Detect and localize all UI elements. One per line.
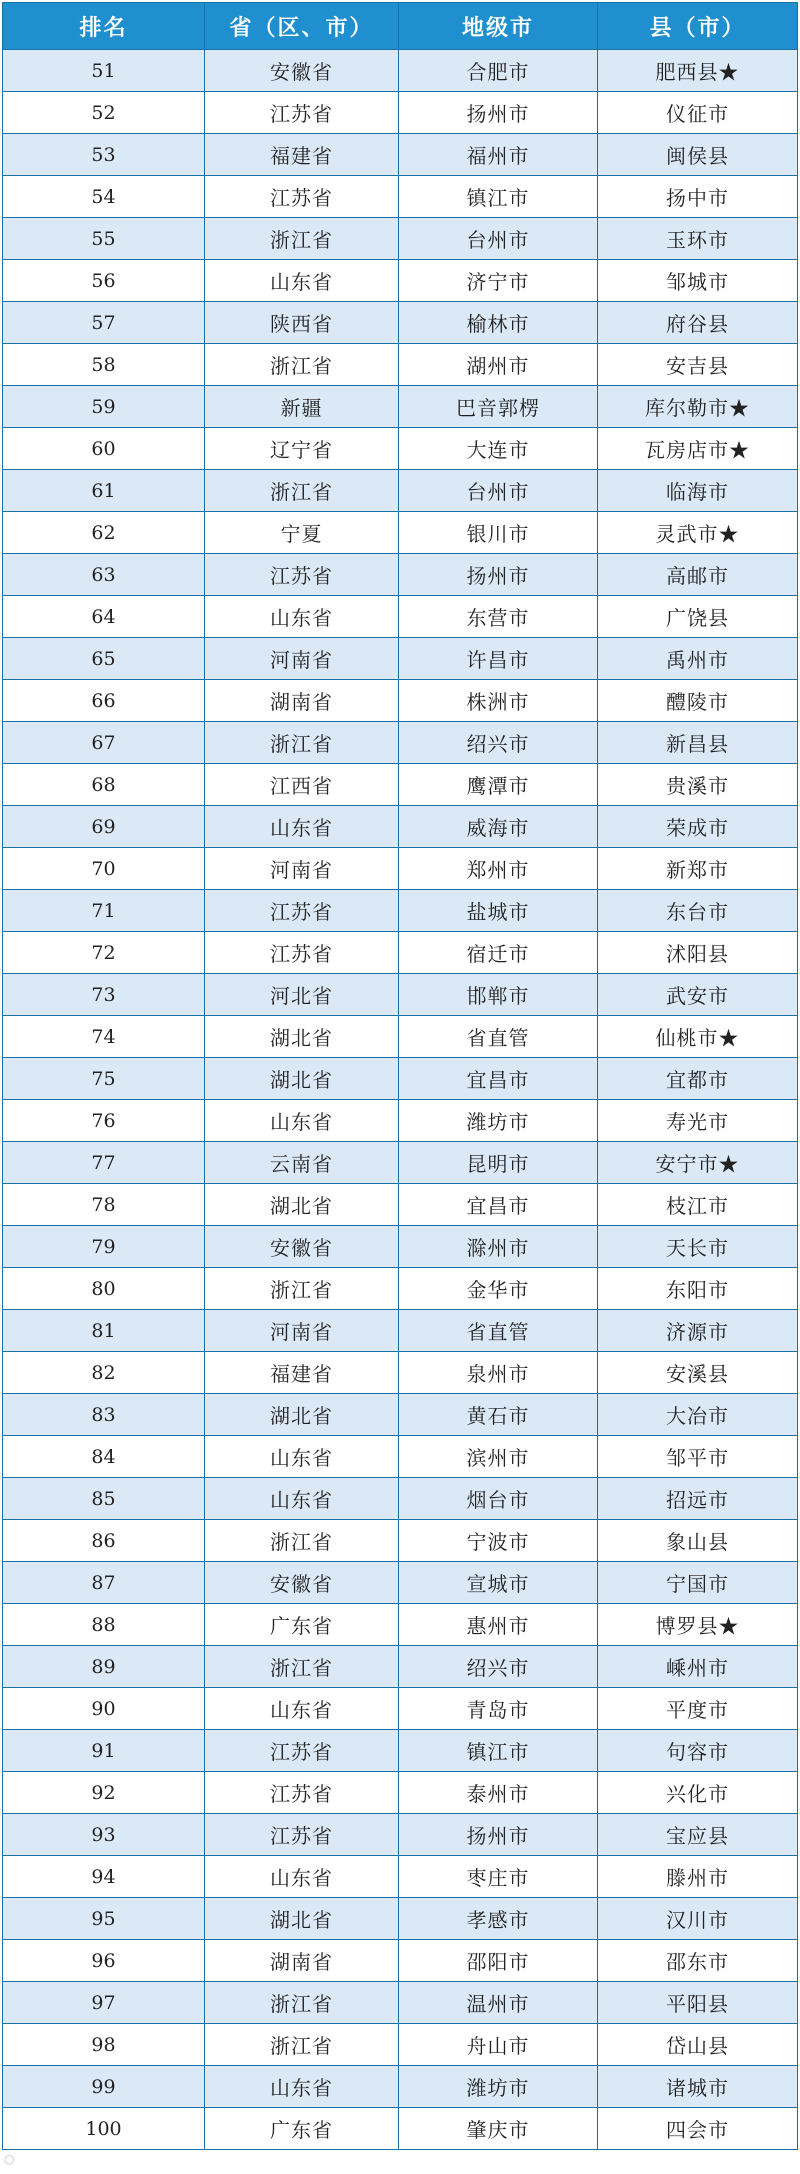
cell-prefecture-city: 宣城市 — [399, 1562, 598, 1604]
cell-prefecture-city: 金华市 — [399, 1268, 598, 1310]
table-row — [3, 1478, 798, 1520]
cell-province: 浙江省 — [205, 218, 399, 260]
cell-county: 四会市 — [598, 2108, 798, 2150]
cell-province: 江西省 — [205, 764, 399, 806]
cell-rank: 74 — [3, 1016, 205, 1058]
table-row — [3, 1058, 798, 1100]
cell-county: 天长市 — [598, 1226, 798, 1268]
cell-province: 湖南省 — [205, 1940, 399, 1982]
cell-province: 江苏省 — [205, 92, 399, 134]
cell-province: 河南省 — [205, 1310, 399, 1352]
cell-province: 湖北省 — [205, 1184, 399, 1226]
cell-province: 浙江省 — [205, 722, 399, 764]
cell-rank: 73 — [3, 974, 205, 1016]
table-row — [3, 1856, 798, 1898]
cell-rank: 62 — [3, 512, 205, 554]
cell-rank: 91 — [3, 1730, 205, 1772]
cell-prefecture-city: 台州市 — [399, 470, 598, 512]
cell-county: 扬中市 — [598, 176, 798, 218]
cell-county: 东阳市 — [598, 1268, 798, 1310]
table-row — [3, 1562, 798, 1604]
table-row — [3, 1016, 798, 1058]
table-row — [3, 1940, 798, 1982]
cell-province: 安徽省 — [205, 1226, 399, 1268]
cell-prefecture-city: 泉州市 — [399, 1352, 598, 1394]
cell-prefecture-city: 镇江市 — [399, 176, 598, 218]
cell-prefecture-city: 宿迁市 — [399, 932, 598, 974]
cell-county: 邵东市 — [598, 1940, 798, 1982]
cell-province: 广东省 — [205, 2108, 399, 2150]
cell-prefecture-city: 许昌市 — [399, 638, 598, 680]
cell-rank: 66 — [3, 680, 205, 722]
cell-county: 平阳县 — [598, 1982, 798, 2024]
table-row — [3, 638, 798, 680]
table-row — [3, 1520, 798, 1562]
cell-prefecture-city: 郑州市 — [399, 848, 598, 890]
cell-rank: 54 — [3, 176, 205, 218]
table-row — [3, 260, 798, 302]
table-row — [3, 2066, 798, 2108]
table-row — [3, 92, 798, 134]
cell-prefecture-city: 宁波市 — [399, 1520, 598, 1562]
cell-county: 新郑市 — [598, 848, 798, 890]
cell-prefecture-city: 昆明市 — [399, 1142, 598, 1184]
table-row — [3, 1688, 798, 1730]
table-row — [3, 386, 798, 428]
cell-province: 山东省 — [205, 596, 399, 638]
cell-prefecture-city: 宜昌市 — [399, 1184, 598, 1226]
cell-rank: 98 — [3, 2024, 205, 2066]
cell-county: 句容市 — [598, 1730, 798, 1772]
table-row — [3, 302, 798, 344]
cell-prefecture-city: 威海市 — [399, 806, 598, 848]
cell-county: 安溪县 — [598, 1352, 798, 1394]
cell-prefecture-city: 绍兴市 — [399, 722, 598, 764]
cell-prefecture-city: 合肥市 — [399, 50, 598, 92]
cell-prefecture-city: 滁州市 — [399, 1226, 598, 1268]
cell-prefecture-city: 邯郸市 — [399, 974, 598, 1016]
cell-province: 湖南省 — [205, 680, 399, 722]
header-province: 省（区、市） — [205, 3, 399, 50]
cell-rank: 58 — [3, 344, 205, 386]
cell-province: 湖北省 — [205, 1058, 399, 1100]
cell-prefecture-city: 福州市 — [399, 134, 598, 176]
cell-county: 高邮市 — [598, 554, 798, 596]
cell-prefecture-city: 鹰潭市 — [399, 764, 598, 806]
cell-county: 宁国市 — [598, 1562, 798, 1604]
cell-rank: 64 — [3, 596, 205, 638]
cell-rank: 63 — [3, 554, 205, 596]
table-row — [3, 1100, 798, 1142]
cell-prefecture-city: 湖州市 — [399, 344, 598, 386]
header-rank: 排名 — [3, 3, 205, 50]
cell-province: 辽宁省 — [205, 428, 399, 470]
cell-county: 兴化市 — [598, 1772, 798, 1814]
cell-prefecture-city: 榆林市 — [399, 302, 598, 344]
cell-province: 河南省 — [205, 848, 399, 890]
cell-county: 灵武市★ — [598, 512, 798, 554]
table-row — [3, 1352, 798, 1394]
cell-county: 沭阳县 — [598, 932, 798, 974]
cell-county: 邹城市 — [598, 260, 798, 302]
cell-county: 寿光市 — [598, 1100, 798, 1142]
cell-rank: 88 — [3, 1604, 205, 1646]
cell-rank: 93 — [3, 1814, 205, 1856]
cell-rank: 70 — [3, 848, 205, 890]
table-row — [3, 1604, 798, 1646]
cell-rank: 90 — [3, 1688, 205, 1730]
cell-prefecture-city: 邵阳市 — [399, 1940, 598, 1982]
table-header — [3, 3, 798, 50]
cell-county: 诸城市 — [598, 2066, 798, 2108]
table-row — [3, 470, 798, 512]
table-row — [3, 1226, 798, 1268]
cell-province: 浙江省 — [205, 1646, 399, 1688]
cell-province: 陕西省 — [205, 302, 399, 344]
cell-prefecture-city: 宜昌市 — [399, 1058, 598, 1100]
cell-county: 新昌县 — [598, 722, 798, 764]
table-row — [3, 176, 798, 218]
cell-province: 山东省 — [205, 1688, 399, 1730]
table-row — [3, 428, 798, 470]
cell-prefecture-city: 济宁市 — [399, 260, 598, 302]
cell-rank: 59 — [3, 386, 205, 428]
cell-county: 济源市 — [598, 1310, 798, 1352]
cell-province: 云南省 — [205, 1142, 399, 1184]
cell-county: 贵溪市 — [598, 764, 798, 806]
cell-rank: 69 — [3, 806, 205, 848]
cell-prefecture-city: 泰州市 — [399, 1772, 598, 1814]
cell-county: 宝应县 — [598, 1814, 798, 1856]
cell-province: 江苏省 — [205, 1730, 399, 1772]
table-row — [3, 1142, 798, 1184]
cell-rank: 96 — [3, 1940, 205, 1982]
cell-prefecture-city: 孝感市 — [399, 1898, 598, 1940]
header-prefecture-city: 地级市 — [399, 3, 598, 50]
cell-rank: 77 — [3, 1142, 205, 1184]
cell-province: 福建省 — [205, 134, 399, 176]
cell-rank: 57 — [3, 302, 205, 344]
cell-rank: 71 — [3, 890, 205, 932]
cell-province: 新疆 — [205, 386, 399, 428]
cell-rank: 76 — [3, 1100, 205, 1142]
table-row — [3, 344, 798, 386]
cell-province: 江苏省 — [205, 176, 399, 218]
cell-prefecture-city: 惠州市 — [399, 1604, 598, 1646]
table-row — [3, 1310, 798, 1352]
cell-county: 宜都市 — [598, 1058, 798, 1100]
cell-province: 福建省 — [205, 1352, 399, 1394]
table-row — [3, 2024, 798, 2066]
cell-province: 湖北省 — [205, 1898, 399, 1940]
cell-rank: 95 — [3, 1898, 205, 1940]
cell-rank: 97 — [3, 1982, 205, 2024]
cell-rank: 51 — [3, 50, 205, 92]
cell-county: 平度市 — [598, 1688, 798, 1730]
cell-prefecture-city: 青岛市 — [399, 1688, 598, 1730]
cell-rank: 61 — [3, 470, 205, 512]
cell-rank: 72 — [3, 932, 205, 974]
table-row — [3, 764, 798, 806]
cell-county: 闽侯县 — [598, 134, 798, 176]
cell-county: 醴陵市 — [598, 680, 798, 722]
cell-rank: 89 — [3, 1646, 205, 1688]
cell-county: 安吉县 — [598, 344, 798, 386]
header-county: 县（市） — [598, 3, 798, 50]
cell-prefecture-city: 枣庄市 — [399, 1856, 598, 1898]
cell-prefecture-city: 舟山市 — [399, 2024, 598, 2066]
cell-rank: 53 — [3, 134, 205, 176]
cell-rank: 84 — [3, 1436, 205, 1478]
table-row — [3, 1814, 798, 1856]
table-body — [3, 50, 798, 2150]
cell-province: 山东省 — [205, 1856, 399, 1898]
cell-county: 仙桃市★ — [598, 1016, 798, 1058]
cell-prefecture-city: 烟台市 — [399, 1478, 598, 1520]
cell-rank: 80 — [3, 1268, 205, 1310]
cell-rank: 85 — [3, 1478, 205, 1520]
table-row — [3, 932, 798, 974]
table-row — [3, 218, 798, 260]
cell-prefecture-city: 大连市 — [399, 428, 598, 470]
cell-province: 江苏省 — [205, 1814, 399, 1856]
cell-county: 荣成市 — [598, 806, 798, 848]
cell-county: 象山县 — [598, 1520, 798, 1562]
table-row — [3, 134, 798, 176]
cell-rank: 100 — [3, 2108, 205, 2150]
cell-prefecture-city: 镇江市 — [399, 1730, 598, 1772]
table-row — [3, 974, 798, 1016]
table-row — [3, 1646, 798, 1688]
cell-province: 河南省 — [205, 638, 399, 680]
table-row — [3, 1982, 798, 2024]
table-row — [3, 722, 798, 764]
county-ranking-table — [2, 2, 798, 2150]
table-row — [3, 1394, 798, 1436]
cell-prefecture-city: 滨州市 — [399, 1436, 598, 1478]
cell-province: 山东省 — [205, 2066, 399, 2108]
ranking-table-container — [2, 2, 797, 2150]
cell-province: 浙江省 — [205, 1520, 399, 1562]
cell-county: 邹平市 — [598, 1436, 798, 1478]
cell-prefecture-city: 肇庆市 — [399, 2108, 598, 2150]
cell-province: 安徽省 — [205, 50, 399, 92]
cell-rank: 78 — [3, 1184, 205, 1226]
table-row — [3, 512, 798, 554]
cell-rank: 52 — [3, 92, 205, 134]
cell-county: 汉川市 — [598, 1898, 798, 1940]
cell-rank: 92 — [3, 1772, 205, 1814]
cell-county: 库尔勒市★ — [598, 386, 798, 428]
table-row — [3, 1772, 798, 1814]
cell-province: 浙江省 — [205, 344, 399, 386]
cell-prefecture-city: 盐城市 — [399, 890, 598, 932]
cell-rank: 65 — [3, 638, 205, 680]
cell-prefecture-city: 黄石市 — [399, 1394, 598, 1436]
table-row — [3, 1898, 798, 1940]
table-row — [3, 554, 798, 596]
cell-province: 山东省 — [205, 1436, 399, 1478]
cell-province: 安徽省 — [205, 1562, 399, 1604]
cell-province: 江苏省 — [205, 932, 399, 974]
cell-province: 广东省 — [205, 1604, 399, 1646]
cell-county: 招远市 — [598, 1478, 798, 1520]
cell-county: 武安市 — [598, 974, 798, 1016]
cell-prefecture-city: 潍坊市 — [399, 2066, 598, 2108]
cell-province: 山东省 — [205, 1478, 399, 1520]
cell-province: 江苏省 — [205, 1772, 399, 1814]
cell-province: 宁夏 — [205, 512, 399, 554]
cell-rank: 68 — [3, 764, 205, 806]
cell-county: 滕州市 — [598, 1856, 798, 1898]
cell-county: 大冶市 — [598, 1394, 798, 1436]
cell-rank: 82 — [3, 1352, 205, 1394]
cell-rank: 60 — [3, 428, 205, 470]
cell-rank: 55 — [3, 218, 205, 260]
table-row — [3, 806, 798, 848]
cell-rank: 56 — [3, 260, 205, 302]
cell-province: 山东省 — [205, 1100, 399, 1142]
cell-rank: 75 — [3, 1058, 205, 1100]
cell-prefecture-city: 省直管 — [399, 1310, 598, 1352]
table-row — [3, 1268, 798, 1310]
cell-county: 嵊州市 — [598, 1646, 798, 1688]
table-row — [3, 680, 798, 722]
cell-province: 江苏省 — [205, 890, 399, 932]
cell-prefecture-city: 银川市 — [399, 512, 598, 554]
cell-prefecture-city: 台州市 — [399, 218, 598, 260]
table-row — [3, 1730, 798, 1772]
cell-province: 浙江省 — [205, 470, 399, 512]
cell-county: 临海市 — [598, 470, 798, 512]
cell-county: 仪征市 — [598, 92, 798, 134]
cell-county: 东台市 — [598, 890, 798, 932]
cell-prefecture-city: 扬州市 — [399, 1814, 598, 1856]
table-row — [3, 1436, 798, 1478]
cell-province: 江苏省 — [205, 554, 399, 596]
table-row — [3, 848, 798, 890]
cell-prefecture-city: 扬州市 — [399, 92, 598, 134]
cell-rank: 81 — [3, 1310, 205, 1352]
cell-prefecture-city: 扬州市 — [399, 554, 598, 596]
cell-county: 瓦房店市★ — [598, 428, 798, 470]
cell-rank: 79 — [3, 1226, 205, 1268]
table-row — [3, 890, 798, 932]
cell-prefecture-city: 东营市 — [399, 596, 598, 638]
cell-rank: 87 — [3, 1562, 205, 1604]
cell-county: 禹州市 — [598, 638, 798, 680]
table-row — [3, 596, 798, 638]
cell-province: 浙江省 — [205, 1982, 399, 2024]
cell-prefecture-city: 温州市 — [399, 1982, 598, 2024]
cell-rank: 99 — [3, 2066, 205, 2108]
cell-province: 河北省 — [205, 974, 399, 1016]
watermark-logo: ○ — [4, 2152, 15, 2166]
cell-prefecture-city: 潍坊市 — [399, 1100, 598, 1142]
table-row — [3, 1184, 798, 1226]
cell-county: 博罗县★ — [598, 1604, 798, 1646]
table-row — [3, 2108, 798, 2150]
cell-rank: 86 — [3, 1520, 205, 1562]
cell-province: 浙江省 — [205, 1268, 399, 1310]
cell-prefecture-city: 省直管 — [399, 1016, 598, 1058]
cell-county: 府谷县 — [598, 302, 798, 344]
cell-county: 玉环市 — [598, 218, 798, 260]
cell-province: 浙江省 — [205, 2024, 399, 2066]
cell-county: 枝江市 — [598, 1184, 798, 1226]
cell-rank: 94 — [3, 1856, 205, 1898]
cell-county: 广饶县 — [598, 596, 798, 638]
cell-county: 安宁市★ — [598, 1142, 798, 1184]
cell-county: 岱山县 — [598, 2024, 798, 2066]
cell-prefecture-city: 绍兴市 — [399, 1646, 598, 1688]
cell-prefecture-city: 巴音郭楞 — [399, 386, 598, 428]
cell-province: 山东省 — [205, 806, 399, 848]
table-row — [3, 50, 798, 92]
cell-province: 湖北省 — [205, 1016, 399, 1058]
cell-rank: 67 — [3, 722, 205, 764]
cell-province: 山东省 — [205, 260, 399, 302]
cell-province: 湖北省 — [205, 1394, 399, 1436]
cell-prefecture-city: 株洲市 — [399, 680, 598, 722]
cell-county: 肥西县★ — [598, 50, 798, 92]
header-row — [3, 3, 798, 50]
cell-rank: 83 — [3, 1394, 205, 1436]
